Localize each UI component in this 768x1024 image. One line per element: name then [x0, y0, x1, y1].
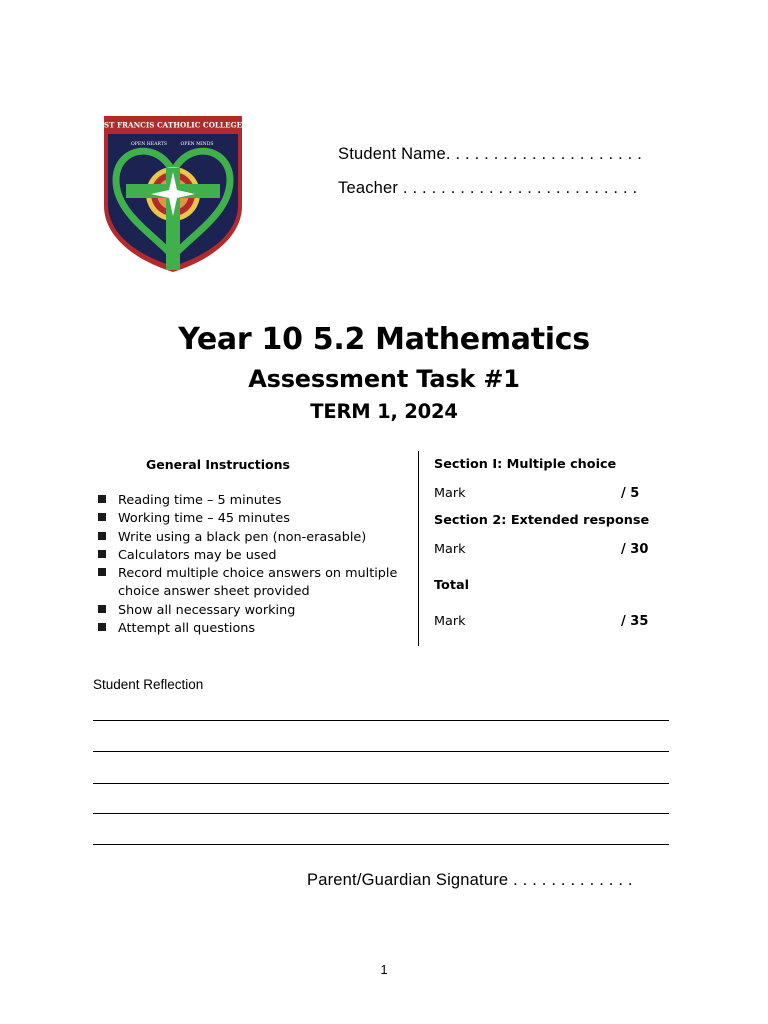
document-term: TERM 1, 2024: [310, 400, 458, 423]
total-mark-label: Mark: [434, 614, 466, 629]
reflection-line[interactable]: [93, 844, 669, 845]
reflection-label: Student Reflection: [93, 677, 204, 692]
reflection-line[interactable]: [93, 783, 669, 784]
page-number: 1: [380, 962, 388, 977]
school-crest: [102, 114, 244, 274]
section2-title: Section 2: Extended response: [434, 513, 650, 528]
crest-school-name: ST FRANCIS CATHOLIC COLLEGE: [103, 120, 243, 130]
signature-field[interactable]: Parent/Guardian Signature . . . . . . . . . . . . .: [307, 871, 633, 889]
instruction-item: Working time – 45 minutes: [98, 510, 408, 528]
instruction-item: Write using a black pen (non-erasable): [98, 529, 408, 547]
section2-mark-total: / 30: [621, 542, 649, 557]
crest-motto-left: OPEN HEARTS: [131, 142, 167, 147]
section1-mark-total: / 5: [621, 486, 640, 501]
document-subtitle: Assessment Task #1: [248, 365, 520, 393]
total-mark-total: / 35: [621, 614, 649, 629]
instruction-item: Reading time – 5 minutes: [98, 492, 408, 510]
document-title: Year 10 5.2 Mathematics: [178, 322, 590, 357]
instruction-item: Attempt all questions: [98, 620, 408, 638]
reflection-line[interactable]: [93, 720, 669, 721]
reflection-line[interactable]: [93, 813, 669, 814]
instruction-item: Calculators may be used: [98, 547, 408, 565]
instructions-list: [98, 492, 408, 638]
total-title: Total: [434, 578, 469, 593]
column-divider: [418, 451, 419, 646]
section1-title: Section I: Multiple choice: [434, 457, 617, 472]
reflection-line[interactable]: [93, 751, 669, 752]
section2-mark-label: Mark: [434, 542, 466, 557]
instructions-heading: General Instructions: [146, 457, 290, 472]
student-name-field[interactable]: Student Name. . . . . . . . . . . . . . . . . . . . .: [338, 145, 643, 163]
section1-mark-label: Mark: [434, 486, 466, 501]
instruction-item: Record multiple choice answers on multiple choice answer sheet provided: [98, 565, 408, 602]
instruction-item: Show all necessary working: [98, 602, 408, 620]
teacher-field[interactable]: Teacher . . . . . . . . . . . . . . . . . . . . . . . . .: [338, 179, 638, 197]
crest-motto-right: OPEN MINDS: [180, 142, 214, 147]
